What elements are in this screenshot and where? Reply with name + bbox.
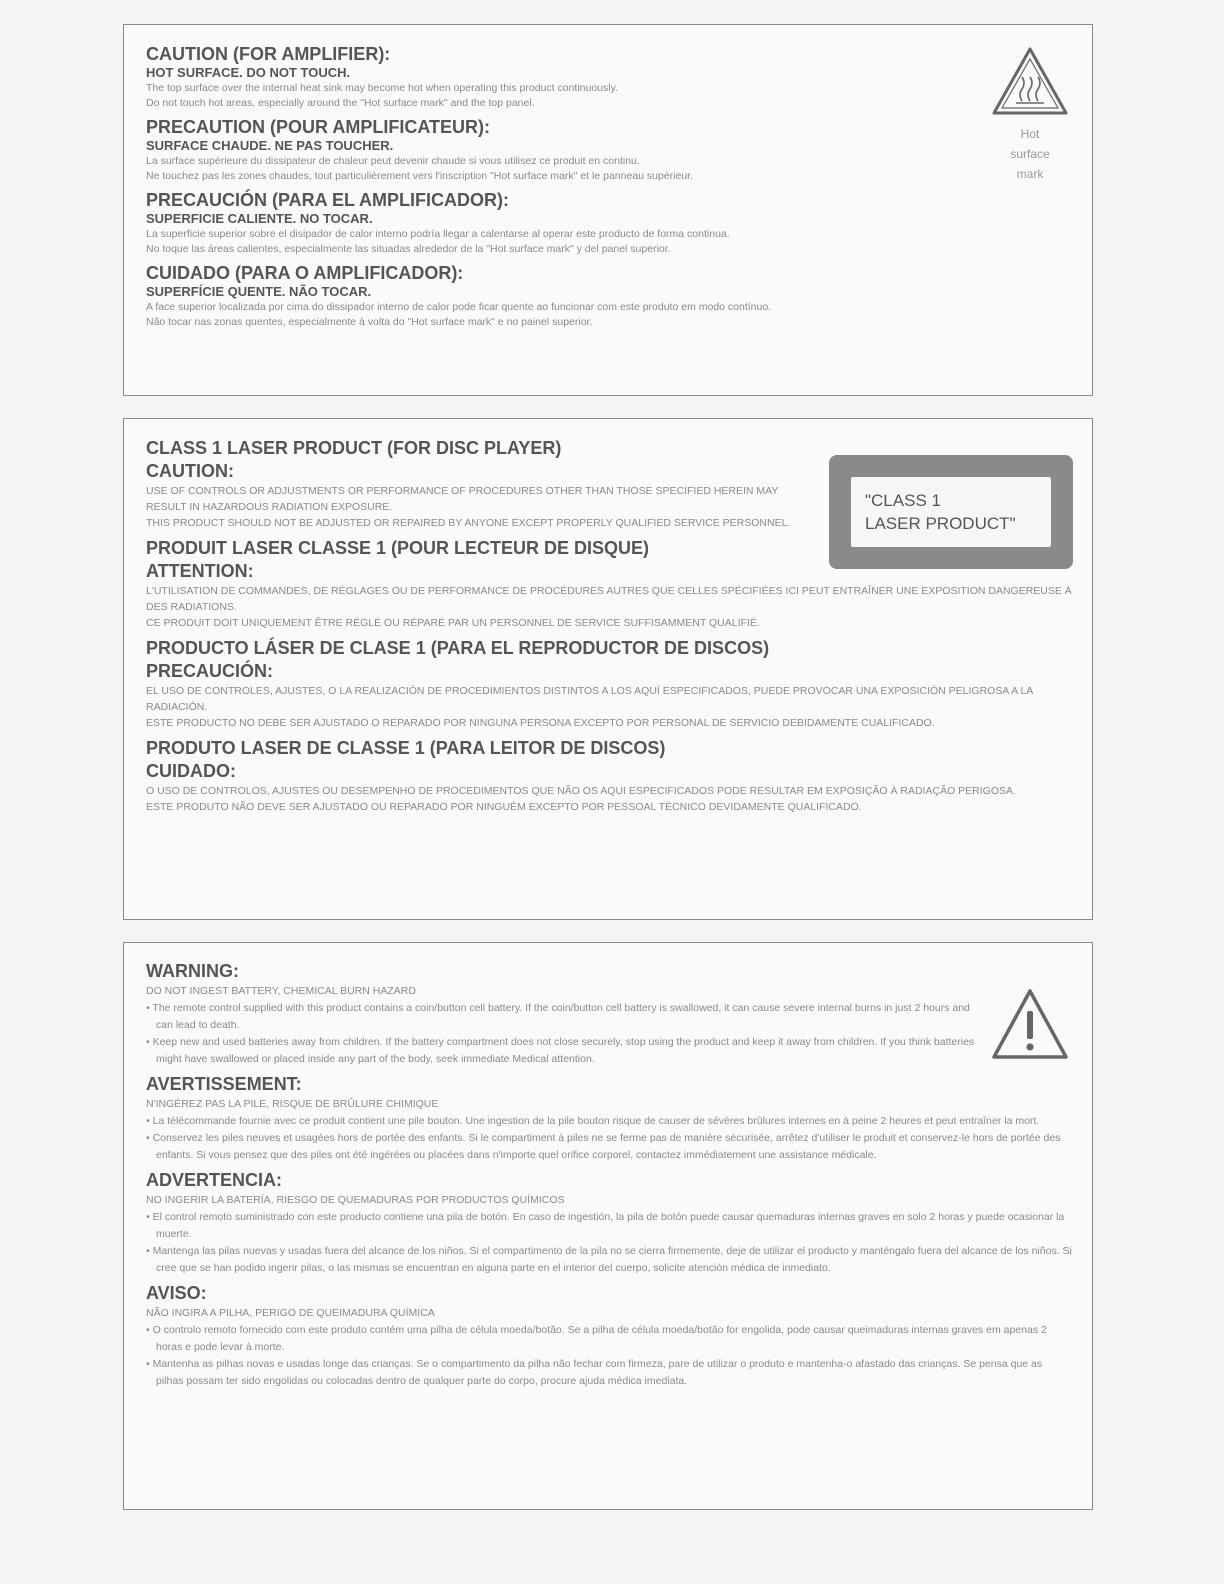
section-heading: PRODUIT LASER CLASSE 1 (POUR LECTEUR DE DISQUE) (146, 538, 650, 558)
section-subheading: N'INGÉREZ PAS LA PILE, RISQUE DE BRÛLURE CHIMIQUE (146, 1098, 439, 1110)
section-heading: PRECAUCIÓN (PARA EL AMPLIFICADOR): (146, 190, 509, 210)
section-text: No toque las áreas calientes, especialmente las situadas alrededor de la "Hot surface mark" y del panel superior. (146, 243, 671, 255)
section-subheading: ATTENTION: (146, 561, 254, 581)
section-subheading: SUPERFÍCIE QUENTE. NÃO TOCAR. (146, 284, 372, 299)
section-subheading: CAUTION: (146, 461, 234, 481)
section-heading: PRECAUTION (POUR AMPLIFICATEUR): (146, 117, 490, 137)
section-text: Ne touchez pas les zones chaudes, tout particulièrement vers l'inscription "Hot surface mark" et le panneau supérieur. (146, 170, 693, 182)
section-heading: PRODUTO LASER DE CLASSE 1 (PARA LEITOR DE DISCOS) (146, 738, 666, 758)
bullet-item: • La télécommande fournie avec ce produit contient une pile bouton. Une ingestion de la pile bouton risque de causer de sévères brûlures internes en à peine 2 heures et peut entraîner la mort. (146, 1115, 1040, 1127)
warning-block-fr (146, 1072, 1072, 1164)
section-text: EL USO DE CONTROLES, AJUSTES, O LA REALIZACIÓN DE PROCEDIMIENTOS DISTINTOS A LOS AQUÍ ESPECIFICADOS, PUEDE PROVOCAR UNA EXPOSICIÓN PELIGROSA A LA RADIACIÓN. (146, 685, 1033, 713)
section-text: La surface supérieure du dissipateur de chaleur peut devenir chaude si vous utilisez ce produit en continu. (146, 155, 640, 167)
warning-block-pt (146, 1281, 1072, 1390)
warning-block-es (146, 1168, 1072, 1277)
hot-surface-icon (990, 45, 1070, 117)
caption-line: mark (1016, 167, 1044, 181)
section-heading: PRODUCTO LÁSER DE CLASE 1 (PARA EL REPRODUCTOR DE DISCOS) (146, 638, 770, 658)
class1-laser-label (829, 455, 1073, 569)
section-subheading: SURFACE CHAUDE. NE PAS TOUCHER. (146, 138, 394, 153)
caution-block-en (146, 43, 996, 111)
section-subheading: PRECAUCIÓN: (146, 661, 274, 681)
caution-block-pt (146, 262, 996, 330)
section-subheading: SUPERFICIE CALIENTE. NO TOCAR. (146, 211, 373, 226)
bullet-item: • Mantenha as pilhas novas e usadas longe das crianças. Se o compartimento da pilha não fechar com firmeza, pare de utilizar o produto e mantenha-o afastado das crianças. Se pensa que as pilhas possam ter sido engolidas ou colocadas dentro de qualquer parte do corpo, procure ajuda médica imediata. (146, 1358, 1043, 1387)
warning-block-en (146, 959, 1070, 1068)
bullet-item: • Keep new and used batteries away from children. If the battery compartment does not close securely, stop using the product and keep it away from children. If you think batteries might have swallowed or placed inside any part of the body, seek immediate Medical attention. (146, 1036, 975, 1065)
bullet-item: • Mantenga las pilas nuevas y usadas fuera del alcance de los niños. Si el compartimento de la pila no se cierra firmemente, deje de utilizar el producto y manténgalo fuera del alcance de los niños. Si cree que se han podido ingerir pilas, o las mismas se encuentran en alguna parte en el interior del cuerpo, solicite atención médica de inmediato. (146, 1245, 1072, 1274)
section-heading: AVERTISSEMENT: (146, 1074, 302, 1094)
section-subheading: NO INGERIR LA BATERÍA, RIESGO DE QUEMADURAS POR PRODUCTOS QUÍMICOS (146, 1194, 565, 1206)
bullet-item: • El control remoto suministrado con este producto contiene una pila de botón. En caso de ingestión, la pila de botón puede causar quemaduras internas graves en solo 2 horas y puede ocasionar la muerte. (146, 1211, 1065, 1240)
section-text: ESTE PRODUTO NÃO DEVE SER AJUSTADO OU REPARADO POR NINGUÉM EXCEPTO POR PESSOAL TÉCNICO DEVIDAMENTE QUALIFICADO. (146, 801, 862, 813)
section-text: L'UTILISATION DE COMMANDES, DE RÉGLAGES OU DE PERFORMANCE DE PROCÉDURES AUTRES QUE CELLES SPÉCIFIÉES ICI PEUT ENTRAÎNER UNE EXPOSITION DANGEREUSE À DES RADIATIONS. (146, 585, 1072, 613)
section-subheading: HOT SURFACE. DO NOT TOUCH. (146, 65, 351, 80)
section-subheading: DO NOT INGEST BATTERY, CHEMICAL BURN HAZARD (146, 985, 416, 997)
section-heading: CAUTION (FOR AMPLIFIER): (146, 44, 391, 64)
label-line: "CLASS 1 (865, 491, 941, 510)
section-text: O USO DE CONTROLOS, AJUSTES OU DESEMPENHO DE PROCEDIMENTOS QUE NÃO OS AQUI ESPECIFICADOS PODE RESULTAR EM EXPOSIÇÃO À RADIAÇÃO PERIGOSA. (146, 785, 1016, 797)
section-text: THIS PRODUCT SHOULD NOT BE ADJUSTED OR REPAIRED BY ANYONE EXCEPT PROPERLY QUALIFIED SERVICE PERSONNEL. (146, 517, 791, 529)
label-line: LASER PRODUCT" (865, 514, 1016, 533)
section-text: The top surface over the internal heat sink may become hot when operating this product continuously. (146, 82, 618, 94)
laser-product-panel (123, 418, 1093, 920)
section-heading: CLASS 1 LASER PRODUCT (FOR DISC PLAYER) (146, 438, 562, 458)
section-heading: AVISO: (146, 1283, 207, 1303)
warning-triangle-icon (990, 987, 1070, 1061)
section-text: La superficie superior sobre el disipador de calor interno podría llegar a calentarse al operar este producto de forma continua. (146, 228, 730, 240)
section-text: Do not touch hot areas, especially around the "Hot surface mark" and the top panel. (146, 97, 535, 109)
caution-block-es (146, 189, 996, 257)
section-text: A face superior localizada por cima do dissipador interno de calor pode ficar quente ao funcionar com este produto em modo contínuo. (146, 301, 772, 313)
section-heading: WARNING: (146, 961, 239, 981)
laser-block-es (146, 637, 1070, 731)
section-text: CE PRODUIT DOIT UNIQUEMENT ÊTRE RÉGLÉ OU RÉPARÉ PAR UN PERSONNEL DE SERVICE SUFFISAMMENT QUALIFIÉ. (146, 617, 760, 629)
hot-mark-caption (988, 124, 1072, 184)
section-heading: CUIDADO (PARA O AMPLIFICADOR): (146, 263, 464, 283)
section-text: ESTE PRODUCTO NO DEBE SER AJUSTADO O REPARADO POR NINGUNA PERSONA EXCEPTO POR PERSONAL DE SERVICIO DEBIDAMENTE CUALIFICADO. (146, 717, 935, 729)
class1-laser-label-inner (851, 477, 1051, 547)
caution-block-fr (146, 116, 996, 184)
hot-surface-mark (988, 45, 1072, 184)
section-heading: ADVERTENCIA: (146, 1170, 283, 1190)
section-subheading: NÃO INGIRA A PILHA, PERIGO DE QUEIMADURA QUÍMICA (146, 1307, 435, 1319)
bullet-item: • The remote control supplied with this product contains a coin/button cell battery. If the coin/button cell battery is swallowed, it can cause severe internal burns in just 2 hours and can lead to death. (146, 1002, 970, 1031)
laser-block-pt (146, 737, 1070, 815)
caption-line: Hot (1020, 127, 1040, 141)
section-subheading: CUIDADO: (146, 761, 236, 781)
caption-line: surface (1010, 147, 1050, 161)
bullet-item: • Conservez les piles neuves et usagées hors de portée des enfants. Si le compartiment à piles ne se ferme pas de manière sécurisée, arrêtez d'utiliser le produit et conservez-le hors de portée des enfants. Si vous pensez que des piles ont été ingérées ou placées dans n'importe quel orifice corporel, contactez immédiatement une assistance médicale. (146, 1132, 1061, 1161)
amplifier-caution-panel (123, 24, 1093, 396)
section-text: Não tocar nas zonas quentes, especialmente à volta do "Hot surface mark" e no painel superior. (146, 316, 593, 328)
section-text: USE OF CONTROLS OR ADJUSTMENTS OR PERFORMANCE OF PROCEDURES OTHER THAN THOSE SPECIFIED HEREIN MAY RESULT IN HAZARDOUS RADIATION EXPOSURE. (146, 485, 779, 513)
bullet-item: • O controlo remoto fornecido com este produto contém uma pilha de célula moeda/botão. Se a pilha de célula moeda/botão for engolida, pode causar queimaduras internas graves em apenas 2 horas e pode levar à morte. (146, 1324, 1047, 1353)
battery-warning-panel (123, 942, 1093, 1510)
